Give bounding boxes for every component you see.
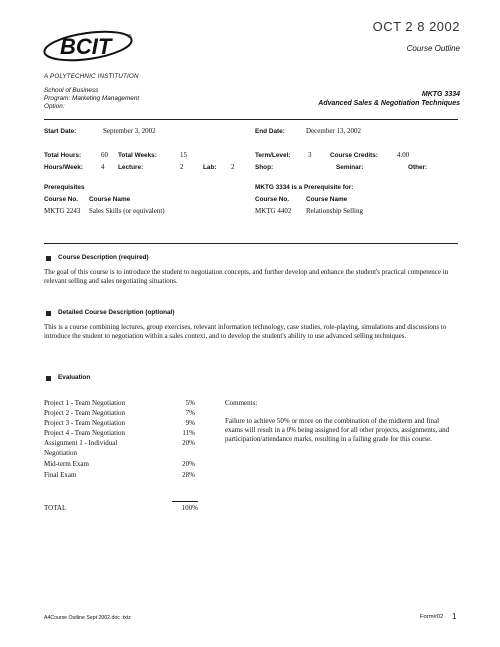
eval-item-name: Project 4 - Team Negotiation: [44, 429, 126, 437]
course-code: MKTG 3334: [421, 91, 460, 98]
svg-text:BCIT: BCIT: [60, 34, 112, 59]
page-number: 1: [452, 612, 457, 621]
eval-item-name: Project 2 - Team Negotiation: [44, 409, 126, 417]
eval-item-name: Project 1 - Team Negotiation: [44, 399, 126, 407]
section-bullet-icon: [46, 256, 51, 261]
eval-item-pct: 11%: [182, 429, 195, 437]
detailed-description-heading: Detailed Course Description (optional): [58, 309, 175, 316]
eval-item-name: Assignment 1 - Individual: [44, 439, 118, 447]
total-hours-value: 60: [101, 151, 108, 159]
eval-item-pct: 28%: [182, 471, 195, 479]
prereq-for-course-name: Relationship Selling: [306, 207, 363, 215]
eval-total-value: 100%: [181, 504, 198, 512]
evaluation-heading: Evaluation: [58, 374, 91, 381]
eval-item-pct: 20%: [182, 460, 195, 468]
bcit-logo: [40, 26, 142, 74]
footer-form-number: Form#02: [420, 614, 444, 620]
prerequisites-heading: Prerequisites: [44, 184, 85, 191]
lab-value: 2: [231, 163, 235, 171]
shop-label: Shop:: [255, 164, 274, 171]
eval-item-pct: 5%: [185, 399, 195, 407]
footer-filename: A4Course Outline Sept 2002.doc .txtz: [44, 615, 131, 621]
detailed-description-text: This is a course combining lectures, group exercises, relevant information technology, case studies, role-playing, simulations and discussions to introduce the student to negotiation within a sales context, and to develop the student's ability to use advanced selling techniques.: [44, 323, 447, 340]
svg-text:®: ®: [128, 34, 132, 40]
total-weeks-value: 15: [180, 151, 187, 159]
prereq-for-col-course-no: Course No.: [255, 196, 290, 203]
prereq-course-name: Sales Skills (or equivalent): [89, 207, 165, 215]
prereq-for-col-course-name: Course Name: [306, 196, 348, 203]
section-bullet-icon: [46, 311, 51, 316]
school-name: School of Business: [44, 87, 99, 94]
option-label: Option:: [44, 103, 65, 110]
section-divider: [44, 243, 458, 244]
term-value: 3: [308, 151, 312, 159]
prereq-course-no: MKTG 2243: [44, 207, 81, 215]
prereq-col-course-no: Course No.: [44, 196, 79, 203]
total-rule: [172, 501, 198, 502]
prereq-for-heading: MKTG 3334 is a Prerequisite for:: [255, 184, 354, 191]
credits-label: Course Credits:: [330, 152, 378, 159]
eval-item-name: Mid-term Exam: [44, 460, 89, 468]
document-type: Course Outline: [406, 44, 460, 53]
section-bullet-icon: [46, 376, 51, 381]
course-title: Advanced Sales & Negotiation Techniques: [318, 100, 460, 107]
total-weeks-label: Total Weeks:: [118, 152, 157, 159]
lab-label: Lab:: [203, 164, 217, 171]
hours-per-week-value: 4: [101, 163, 105, 171]
hours-per-week-label: Hours/Week:: [44, 164, 83, 171]
start-date-label: Start Date:: [44, 128, 77, 135]
bcit-logo-graphic: [40, 26, 142, 66]
eval-total-label: TOTAL: [44, 504, 67, 512]
logo-tagline: A POLYTECHNIC INSTITUTION: [44, 73, 139, 80]
course-description-text: The goal of this course is to introduce the student to negotiation concepts, and further develop and enhance the student's practical competence in relevant selling and sales negotiating situations.: [44, 268, 449, 285]
eval-item-name: Negotiation: [44, 449, 78, 457]
eval-item-pct: 9%: [185, 419, 195, 427]
lecture-value: 2: [180, 163, 184, 171]
eval-comments-text: Failure to achieve 50% or more on the combination of the midterm and final exams will result in a 0% being assigned for all other projects, assignments, and participation/attendance marks, resulting in a failing grade for this course.: [225, 417, 450, 443]
eval-item-pct: 20%: [182, 439, 195, 447]
other-label: Other:: [408, 164, 428, 171]
header-divider: [44, 119, 458, 120]
start-date-value: September 3, 2002: [103, 127, 156, 135]
lecture-label: Lecture:: [118, 164, 144, 171]
eval-item-name: Project 3 - Team Negotiation: [44, 419, 126, 427]
term-label: Term/Level:: [255, 152, 291, 159]
end-date-value: December 13, 2002: [306, 127, 362, 135]
received-date-stamp: OCT 2 8 2002: [372, 19, 460, 34]
program-name: Program: Marketing Management: [44, 95, 140, 102]
eval-item-name: Final Exam: [44, 471, 77, 479]
eval-comments-label: Comments:: [225, 399, 258, 407]
prereq-for-course-no: MKTG 4402: [255, 207, 292, 215]
prereq-col-course-name: Course Name: [89, 196, 131, 203]
course-description-heading: Course Description (required): [58, 254, 149, 261]
total-hours-label: Total Hours:: [44, 152, 82, 159]
end-date-label: End Date:: [255, 128, 285, 135]
credits-value: 4.00: [397, 151, 410, 159]
seminar-label: Seminar:: [336, 164, 364, 171]
eval-item-pct: 7%: [185, 409, 195, 417]
